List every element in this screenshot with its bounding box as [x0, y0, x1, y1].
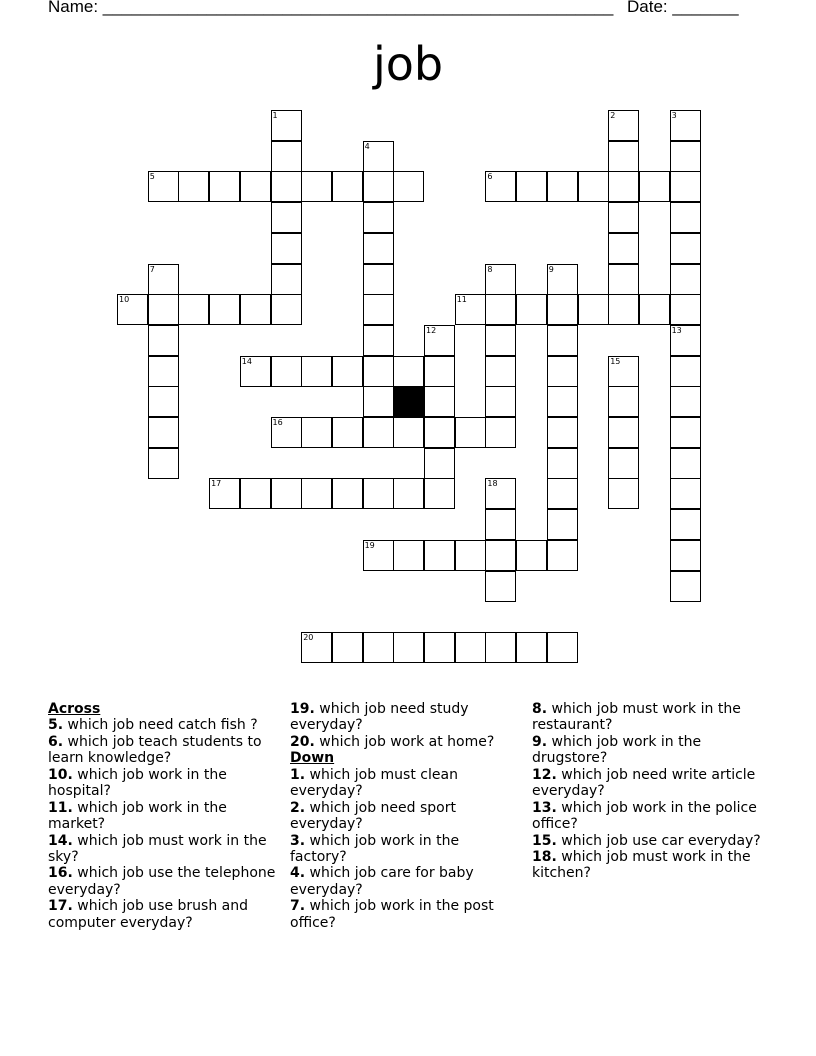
grid-cell[interactable] — [670, 110, 701, 141]
clue-down-8: 8. which job must work in the restaurant? — [532, 701, 741, 734]
grid-cell[interactable] — [670, 294, 701, 325]
clue-down-4: 4. which job care for baby everyday? — [290, 865, 474, 898]
clues-column-1 — [48, 701, 278, 931]
grid-cell[interactable] — [148, 417, 179, 448]
down-heading: Down — [290, 750, 335, 767]
grid-cell[interactable] — [271, 171, 302, 202]
grid-cell[interactable] — [639, 171, 670, 202]
grid-cell[interactable] — [363, 202, 394, 233]
grid-cell[interactable] — [485, 294, 516, 325]
grid-cell[interactable] — [209, 294, 240, 325]
grid-cell[interactable] — [608, 233, 639, 264]
cell-number: 2 — [610, 111, 616, 120]
grid-cell[interactable] — [363, 417, 394, 448]
grid-cell[interactable] — [485, 509, 516, 540]
grid-cell[interactable] — [455, 632, 486, 663]
clue-across-16: 16. which job use the telephone everyday? — [48, 865, 276, 898]
grid-cell[interactable] — [608, 448, 639, 479]
grid-cell[interactable] — [485, 386, 516, 417]
grid-cell[interactable] — [670, 202, 701, 233]
grid-cell[interactable] — [363, 264, 394, 295]
grid-cell[interactable] — [670, 386, 701, 417]
grid-cell[interactable] — [393, 171, 424, 202]
grid-cell[interactable] — [424, 417, 455, 448]
grid-cell[interactable] — [148, 294, 179, 325]
grid-cell[interactable] — [148, 171, 179, 202]
grid-cell[interactable] — [271, 356, 302, 387]
grid-cell[interactable] — [271, 294, 302, 325]
grid-cell[interactable] — [485, 478, 516, 509]
grid-cell[interactable] — [363, 325, 394, 356]
grid-cell[interactable] — [424, 540, 455, 571]
grid-cell[interactable] — [148, 386, 179, 417]
grid-cell[interactable] — [547, 171, 578, 202]
clue-down-1: 1. which job must clean everyday? — [290, 766, 458, 800]
name-field[interactable]: Name: ______________________________________________________ — [48, 0, 614, 16]
grid-cell[interactable] — [639, 294, 670, 325]
clue-down-3: 3. which job work in the factory? — [290, 832, 460, 865]
grid-cell[interactable] — [363, 632, 394, 663]
cell-number: 1 — [272, 111, 278, 120]
grid-cell[interactable] — [363, 356, 394, 387]
grid-cell[interactable] — [332, 417, 363, 448]
grid-cell[interactable] — [608, 417, 639, 448]
grid-cell[interactable] — [578, 171, 609, 202]
grid-cell[interactable] — [271, 233, 302, 264]
grid-cell[interactable] — [608, 386, 639, 417]
cell-number: 10 — [119, 295, 130, 305]
cell-number: 16 — [272, 418, 283, 427]
grid-cell[interactable] — [547, 448, 578, 479]
clue-down-15: 15. which job use car everyday? — [532, 832, 761, 849]
grid-cell[interactable] — [271, 264, 302, 295]
grid-cell[interactable] — [363, 171, 394, 202]
grid-cell[interactable] — [485, 356, 516, 387]
grid-cell[interactable] — [393, 632, 424, 663]
grid-cell[interactable] — [608, 141, 639, 172]
grid-cell[interactable] — [670, 141, 701, 172]
grid-cell[interactable] — [547, 294, 578, 325]
grid-cell[interactable] — [608, 478, 639, 509]
grid-cell[interactable] — [670, 478, 701, 509]
cell-number: 9 — [548, 264, 554, 274]
clue-across-5: 5. which job need catch fish ? — [48, 717, 258, 734]
grid-cell[interactable] — [301, 632, 332, 663]
clue-down-12: 12. which job need write article everyday? — [532, 766, 756, 800]
grid-cell[interactable] — [547, 417, 578, 448]
grid-cell[interactable] — [271, 202, 302, 233]
cell-number: 19 — [364, 540, 375, 550]
grid-cell[interactable] — [148, 356, 179, 387]
grid-cell[interactable] — [547, 632, 578, 663]
cell-number: 4 — [364, 141, 370, 151]
grid-cell[interactable] — [547, 386, 578, 417]
clue-across-10: 10. which job work in the hospital? — [48, 766, 227, 800]
grid-cell[interactable] — [455, 417, 486, 448]
cell-number: 8 — [487, 264, 493, 274]
grid-cell[interactable] — [547, 264, 578, 295]
grid-cell[interactable] — [363, 294, 394, 325]
grid-cell[interactable] — [485, 540, 516, 571]
grid-cell[interactable] — [670, 171, 701, 202]
grid-cell[interactable] — [547, 540, 578, 571]
grid-cell[interactable] — [608, 202, 639, 233]
grid-cell[interactable] — [363, 478, 394, 509]
grid-cell[interactable] — [148, 325, 179, 356]
grid-cell[interactable] — [547, 325, 578, 356]
cell-number: 17 — [211, 479, 222, 489]
grid-cell[interactable] — [516, 540, 547, 571]
grid-cell[interactable] — [271, 478, 302, 509]
clue-across-17: 17. which job use brush and computer everyday? — [48, 898, 248, 931]
cell-number: 11 — [456, 295, 467, 305]
grid-cell[interactable] — [424, 448, 455, 479]
grid-cell[interactable] — [670, 356, 701, 387]
grid-cell[interactable] — [240, 356, 271, 387]
grid-cell[interactable] — [485, 632, 516, 663]
grid-cell[interactable] — [547, 478, 578, 509]
cell-number: 15 — [610, 356, 621, 366]
grid-cell[interactable] — [485, 264, 516, 295]
grid-cell[interactable] — [424, 325, 455, 356]
grid-cell[interactable] — [301, 356, 332, 387]
grid-cell[interactable] — [424, 386, 455, 417]
grid-cell[interactable] — [178, 294, 209, 325]
grid-cell[interactable] — [148, 264, 179, 295]
grid-cell[interactable] — [332, 632, 363, 663]
page-title: job — [372, 37, 444, 91]
grid-cell[interactable] — [178, 171, 209, 202]
cell-number: 20 — [303, 632, 314, 642]
grid-cell[interactable] — [485, 571, 516, 602]
grid-cell[interactable] — [516, 171, 547, 202]
clue-down-13: 13. which job work in the police office? — [532, 799, 757, 832]
cell-number: 14 — [241, 356, 252, 366]
grid-cell[interactable] — [670, 264, 701, 295]
grid-cell[interactable] — [608, 110, 639, 141]
black-cell — [393, 386, 424, 417]
grid-cell[interactable] — [424, 356, 455, 387]
cell-number: 6 — [487, 172, 493, 182]
cell-number: 5 — [149, 172, 155, 182]
grid-cell[interactable] — [301, 478, 332, 509]
grid-cell[interactable] — [516, 632, 547, 663]
grid-cell[interactable] — [608, 294, 639, 325]
grid-cell[interactable] — [516, 294, 547, 325]
grid-cell[interactable] — [209, 478, 240, 509]
grid-cell[interactable] — [271, 110, 302, 141]
clue-across-20: 20. which job work at home? — [290, 733, 495, 750]
grid-cell[interactable] — [547, 509, 578, 540]
clue-down-7: 7. which job work in the post office? — [290, 898, 494, 931]
grid-cell[interactable] — [240, 294, 271, 325]
grid-cell[interactable] — [670, 417, 701, 448]
grid-cell[interactable] — [670, 233, 701, 264]
clue-down-9: 9. which job work in the drugstore? — [532, 733, 702, 767]
grid-cell[interactable] — [485, 325, 516, 356]
grid-cell[interactable] — [393, 417, 424, 448]
grid-cell[interactable] — [608, 264, 639, 295]
grid-cell[interactable] — [363, 540, 394, 571]
grid-cell[interactable] — [547, 356, 578, 387]
grid-cell[interactable] — [301, 171, 332, 202]
clue-down-18: 18. which job must work in the kitchen? — [532, 849, 751, 882]
date-field[interactable]: Date: _______ — [627, 0, 739, 16]
grid-cell[interactable] — [332, 171, 363, 202]
grid-cell[interactable] — [117, 294, 148, 325]
grid-cell[interactable] — [363, 386, 394, 417]
grid-cell[interactable] — [301, 417, 332, 448]
grid-cell[interactable] — [608, 171, 639, 202]
grid-cell[interactable] — [363, 233, 394, 264]
grid-cell[interactable] — [670, 571, 701, 602]
grid-cell[interactable] — [393, 540, 424, 571]
grid-cell[interactable] — [455, 540, 486, 571]
clues-column-2 — [290, 701, 520, 931]
grid-cell[interactable] — [393, 356, 424, 387]
grid-cell[interactable] — [424, 478, 455, 509]
grid-cell[interactable] — [240, 478, 271, 509]
grid-cell[interactable] — [332, 356, 363, 387]
grid-cell[interactable] — [670, 540, 701, 571]
cell-number: 18 — [487, 479, 498, 489]
grid-cell[interactable] — [670, 448, 701, 479]
clues-column-3 — [532, 701, 762, 882]
clue-across-6: 6. which job teach students to learn knowledge? — [48, 733, 262, 767]
clue-across-11: 11. which job work in the market? — [48, 799, 227, 832]
grid-cell[interactable] — [608, 356, 639, 387]
grid-cell[interactable] — [209, 171, 240, 202]
grid-cell[interactable] — [455, 294, 486, 325]
grid-cell[interactable] — [424, 632, 455, 663]
grid-cell[interactable] — [363, 141, 394, 172]
grid-cell[interactable] — [485, 171, 516, 202]
cell-number: 3 — [671, 111, 677, 120]
cell-number: 12 — [426, 325, 437, 335]
clue-down-2: 2. which job need sport everyday? — [290, 799, 456, 832]
cell-number: 13 — [671, 325, 682, 335]
clue-across-14: 14. which job must work in the sky? — [48, 832, 267, 865]
across-heading: Across — [48, 701, 101, 717]
grid-cell[interactable] — [148, 448, 179, 479]
grid-cell[interactable] — [393, 478, 424, 509]
grid-cell[interactable] — [485, 417, 516, 448]
grid-cell[interactable] — [271, 417, 302, 448]
grid-cell[interactable] — [332, 478, 363, 509]
grid-cell[interactable] — [271, 141, 302, 172]
grid-cell[interactable] — [670, 325, 701, 356]
cell-number: 7 — [149, 264, 155, 274]
grid-cell[interactable] — [240, 171, 271, 202]
grid-cell[interactable] — [670, 509, 701, 540]
clue-across-19: 19. which job need study everyday? — [290, 701, 469, 734]
grid-cell[interactable] — [578, 294, 609, 325]
